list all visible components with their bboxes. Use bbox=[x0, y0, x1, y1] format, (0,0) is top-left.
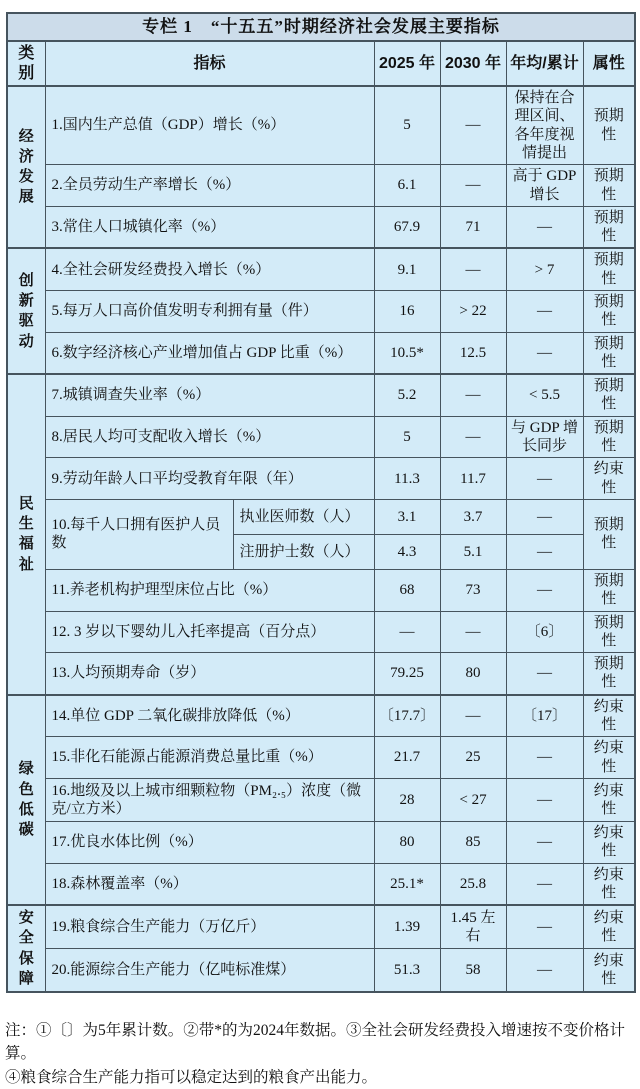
value-annual: 〔17〕 bbox=[506, 695, 583, 737]
value-annual: < 5.5 bbox=[506, 374, 583, 416]
attribute-cell: 预期性 bbox=[583, 416, 635, 458]
category-green: 绿色低碳 bbox=[7, 695, 45, 905]
indicator-cell: 20.能源综合生产能力（亿吨标准煤） bbox=[45, 949, 374, 993]
indicator-cell: 12. 3 岁以下婴幼儿入托率提高（百分点） bbox=[45, 611, 374, 653]
indicators-table bbox=[6, 12, 636, 993]
attribute-cell: 约束性 bbox=[583, 778, 635, 821]
value-2025: 9.1 bbox=[374, 248, 440, 290]
attribute-cell: 预期性 bbox=[583, 165, 635, 207]
attribute-cell: 预期性 bbox=[583, 611, 635, 653]
sub-indicator-cell: 注册护士数（人） bbox=[233, 534, 374, 569]
attribute-cell: 预期性 bbox=[583, 332, 635, 374]
attribute-cell: 预期性 bbox=[583, 374, 635, 416]
value-2030: 73 bbox=[440, 569, 506, 611]
indicator-cell: 1.国内生产总值（GDP）增长（%） bbox=[45, 86, 374, 165]
value-annual: 高于 GDP 增长 bbox=[506, 165, 583, 207]
indicator-cell: 15.非化石能源占能源消费总量比重（%） bbox=[45, 737, 374, 779]
value-2030: 3.7 bbox=[440, 499, 506, 534]
value-2025: 79.25 bbox=[374, 653, 440, 695]
value-2030: > 22 bbox=[440, 291, 506, 333]
attribute-cell: 约束性 bbox=[583, 863, 635, 905]
value-2030: 25 bbox=[440, 737, 506, 779]
value-2025: 3.1 bbox=[374, 499, 440, 534]
indicator-cell: 5.每万人口高价值发明专利拥有量（件） bbox=[45, 291, 374, 333]
indicator-cell: 3.常住人口城镇化率（%） bbox=[45, 206, 374, 248]
indicator-cell: 17.优良水体比例（%） bbox=[45, 821, 374, 863]
indicator-cell: 7.城镇调查失业率（%） bbox=[45, 374, 374, 416]
attribute-cell: 约束性 bbox=[583, 737, 635, 779]
value-2025: 11.3 bbox=[374, 458, 440, 500]
table-row bbox=[7, 695, 635, 737]
value-2025: — bbox=[374, 611, 440, 653]
table-row bbox=[7, 165, 635, 207]
value-annual: — bbox=[506, 458, 583, 500]
table-row bbox=[7, 499, 635, 534]
footnote-line: ④粮食综合生产能力指可以稳定达到的粮食产出能力。 bbox=[5, 1068, 378, 1086]
value-annual: 与 GDP 增长同步 bbox=[506, 416, 583, 458]
col-header-2030: 2030 年 bbox=[440, 41, 506, 86]
indicator-cell: 18.森林覆盖率（%） bbox=[45, 863, 374, 905]
attribute-cell: 约束性 bbox=[583, 905, 635, 949]
table-row bbox=[7, 821, 635, 863]
value-2025: 〔17.7〕 bbox=[374, 695, 440, 737]
value-annual: 保持在合理区间、各年度视情提出 bbox=[506, 86, 583, 165]
value-2025: 28 bbox=[374, 778, 440, 821]
footnotes bbox=[5, 1019, 635, 1089]
value-2030: — bbox=[440, 86, 506, 165]
attribute-cell: 约束性 bbox=[583, 695, 635, 737]
table-row bbox=[7, 653, 635, 695]
value-annual: — bbox=[506, 653, 583, 695]
value-2025: 21.7 bbox=[374, 737, 440, 779]
value-2025: 80 bbox=[374, 821, 440, 863]
sub-indicator-cell: 执业医师数（人） bbox=[233, 499, 374, 534]
value-2030: 80 bbox=[440, 653, 506, 695]
attribute-cell: 预期性 bbox=[583, 653, 635, 695]
value-2030: — bbox=[440, 165, 506, 207]
value-annual: — bbox=[506, 206, 583, 248]
value-annual: — bbox=[506, 863, 583, 905]
attribute-cell: 约束性 bbox=[583, 949, 635, 993]
indicator-cell: 9.劳动年龄人口平均受教育年限（年） bbox=[45, 458, 374, 500]
value-annual: — bbox=[506, 737, 583, 779]
table-row bbox=[7, 248, 635, 290]
indicator-cell: 4.全社会研发经费投入增长（%） bbox=[45, 248, 374, 290]
value-2025: 1.39 bbox=[374, 905, 440, 949]
indicator-cell: 19.粮食综合生产能力（万亿斤） bbox=[45, 905, 374, 949]
value-2025: 25.1* bbox=[374, 863, 440, 905]
value-2030: 25.8 bbox=[440, 863, 506, 905]
category-security: 安全保障 bbox=[7, 905, 45, 992]
table-row bbox=[7, 905, 635, 949]
value-annual: — bbox=[506, 949, 583, 993]
table-row bbox=[7, 949, 635, 993]
value-annual: — bbox=[506, 778, 583, 821]
value-2025: 4.3 bbox=[374, 534, 440, 569]
indicator-cell: 2.全员劳动生产率增长（%） bbox=[45, 165, 374, 207]
value-2025: 68 bbox=[374, 569, 440, 611]
value-2025: 16 bbox=[374, 291, 440, 333]
value-2025: 10.5* bbox=[374, 332, 440, 374]
attribute-cell: 约束性 bbox=[583, 458, 635, 500]
value-2025: 5 bbox=[374, 86, 440, 165]
value-2030: 85 bbox=[440, 821, 506, 863]
table-row bbox=[7, 206, 635, 248]
value-2030: 1.45 左右 bbox=[440, 905, 506, 949]
indicator-cell: 11.养老机构护理型床位占比（%） bbox=[45, 569, 374, 611]
attribute-cell: 约束性 bbox=[583, 821, 635, 863]
value-annual: — bbox=[506, 332, 583, 374]
footnote-line: 注：①〔〕为5年累计数。②带*的为2024年数据。③全社会研发经费投入增速按不变价格计算。 bbox=[5, 1022, 626, 1063]
attribute-cell: 预期性 bbox=[583, 499, 635, 569]
value-2030: — bbox=[440, 611, 506, 653]
attribute-cell: 预期性 bbox=[583, 86, 635, 165]
value-2030: — bbox=[440, 248, 506, 290]
value-2025: 6.1 bbox=[374, 165, 440, 207]
attribute-cell: 预期性 bbox=[583, 569, 635, 611]
indicator-cell: 16.地级及以上城市细颗粒物（PM₂.₅）浓度（微克/立方米） bbox=[45, 778, 374, 821]
value-2030: 71 bbox=[440, 206, 506, 248]
value-2030: 12.5 bbox=[440, 332, 506, 374]
value-annual: — bbox=[506, 821, 583, 863]
value-annual: > 7 bbox=[506, 248, 583, 290]
value-2030: — bbox=[440, 416, 506, 458]
value-2025: 67.9 bbox=[374, 206, 440, 248]
col-header-2025: 2025 年 bbox=[374, 41, 440, 86]
attribute-cell: 预期性 bbox=[583, 248, 635, 290]
table-row bbox=[7, 291, 635, 333]
indicator-cell: 10.每千人口拥有医护人员数 bbox=[45, 499, 233, 569]
attribute-cell: 预期性 bbox=[583, 206, 635, 248]
value-annual: — bbox=[506, 291, 583, 333]
indicator-cell: 8.居民人均可支配收入增长（%） bbox=[45, 416, 374, 458]
value-2025: 5.2 bbox=[374, 374, 440, 416]
indicator-cell: 14.单位 GDP 二氧化碳排放降低（%） bbox=[45, 695, 374, 737]
value-2030: — bbox=[440, 374, 506, 416]
col-header-category: 类别 bbox=[7, 41, 45, 86]
table-row bbox=[7, 778, 635, 821]
value-2030: < 27 bbox=[440, 778, 506, 821]
indicator-cell: 13.人均预期寿命（岁） bbox=[45, 653, 374, 695]
table-row bbox=[7, 737, 635, 779]
table-row bbox=[7, 569, 635, 611]
value-2025: 5 bbox=[374, 416, 440, 458]
table-row bbox=[7, 86, 635, 165]
table-row bbox=[7, 458, 635, 500]
attribute-cell: 预期性 bbox=[583, 291, 635, 333]
value-annual: — bbox=[506, 905, 583, 949]
col-header-attribute: 属性 bbox=[583, 41, 635, 86]
col-header-annual: 年均/累计 bbox=[506, 41, 583, 86]
col-header-indicator: 指标 bbox=[45, 41, 374, 86]
table-row bbox=[7, 611, 635, 653]
value-annual: — bbox=[506, 569, 583, 611]
value-annual: 〔6〕 bbox=[506, 611, 583, 653]
value-2030: 11.7 bbox=[440, 458, 506, 500]
document-page bbox=[0, 12, 640, 1086]
table-row bbox=[7, 332, 635, 374]
category-livelihood: 民生福祉 bbox=[7, 374, 45, 695]
value-2030: 58 bbox=[440, 949, 506, 993]
category-economy: 经济发展 bbox=[7, 86, 45, 248]
indicator-cell: 6.数字经济核心产业增加值占 GDP 比重（%） bbox=[45, 332, 374, 374]
value-annual: — bbox=[506, 499, 583, 534]
value-2030: 5.1 bbox=[440, 534, 506, 569]
table-row bbox=[7, 374, 635, 416]
table-title: 专栏 1 “十五五”时期经济社会发展主要指标 bbox=[7, 13, 635, 41]
table-row bbox=[7, 416, 635, 458]
category-innovation: 创新驱动 bbox=[7, 248, 45, 374]
value-2025: 51.3 bbox=[374, 949, 440, 993]
value-annual: — bbox=[506, 534, 583, 569]
value-2030: — bbox=[440, 695, 506, 737]
table-row bbox=[7, 863, 635, 905]
